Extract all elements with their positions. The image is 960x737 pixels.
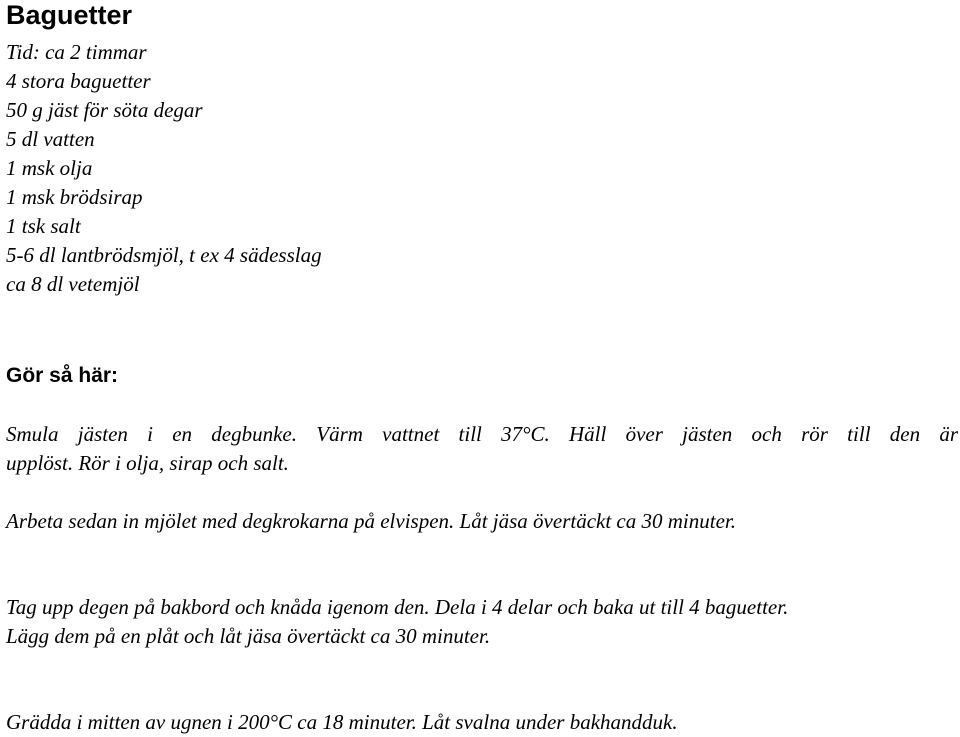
step-3	[6, 593, 958, 651]
step-2-line-1: Arbeta sedan in mjölet med degkrokarna på elvispen. Låt jäsa övertäckt ca 30 minuter.	[6, 509, 737, 533]
instructions-heading: Gör så här:	[6, 364, 119, 387]
ingredient-item: 5 dl vatten	[6, 127, 95, 151]
step-4	[6, 708, 958, 737]
recipe-title: Baguetter	[6, 0, 133, 30]
step-1-line-1: Smula jästen i en degbunke. Värm vattnet till 37°C. Häll över jästen och rör till den är	[6, 422, 958, 446]
step-4-line-1: Grädda i mitten av ugnen i 200°C ca 18 minuter. Låt svalna under bakhandduk.	[6, 710, 678, 734]
ingredient-item: 5-6 dl lantbrödsmjöl, t ex 4 sädesslag	[6, 243, 322, 267]
step-2	[6, 507, 958, 536]
recipe-document	[6, 0, 958, 734]
step-3-line-2: Lägg dem på en plåt och låt jäsa övertäckt ca 30 minuter.	[6, 624, 491, 648]
ingredient-item: ca 8 dl vetemjöl	[6, 272, 140, 296]
step-3-line-1: Tag upp degen på bakbord och knåda igenom den. Dela i 4 delar och baka ut till 4 baguetter.	[6, 595, 789, 619]
ingredient-item: 1 msk brödsirap	[6, 185, 143, 209]
meta-yield: 4 stora baguetter	[6, 69, 151, 93]
step-1-line-2: upplöst. Rör i olja, sirap och salt.	[6, 451, 289, 475]
ingredient-item: 1 tsk salt	[6, 214, 81, 238]
ingredient-item: 1 msk olja	[6, 156, 93, 180]
ingredient-item: 50 g jäst för söta degar	[6, 98, 203, 122]
meta-time: Tid: ca 2 timmar	[6, 40, 147, 64]
step-1	[6, 420, 958, 478]
ingredient-list	[6, 38, 956, 299]
